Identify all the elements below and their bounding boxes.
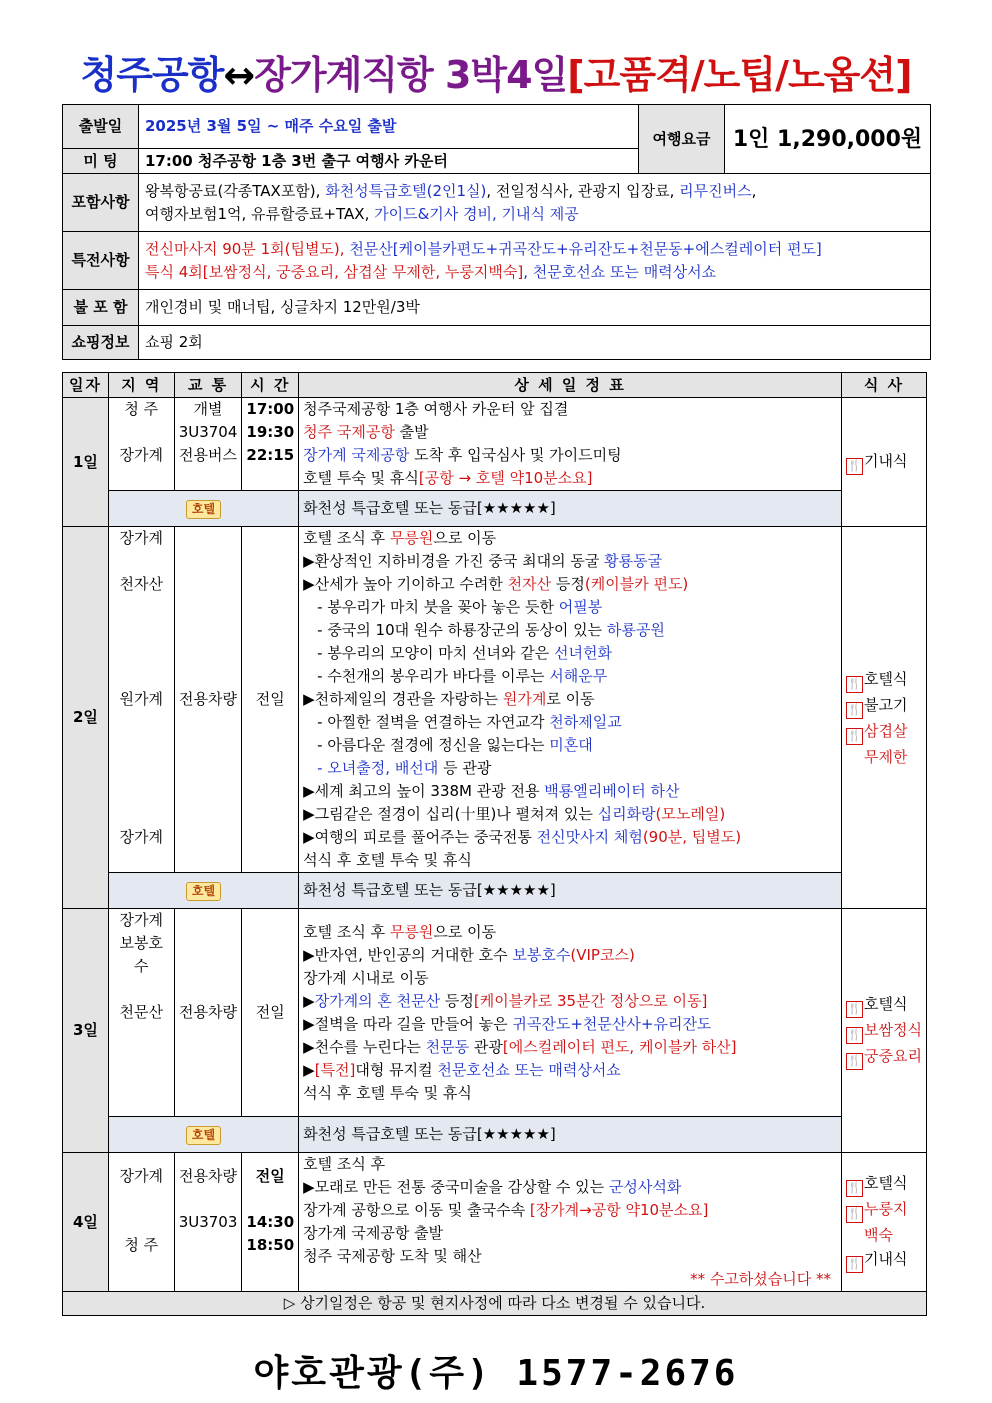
special-value: 전신마사지 90분 1회(팁별도), 천문산[케이블카편도+귀곡잔도+유리잔도+천문동+에스컬레이터 편도] 특식 4회[보쌈정식, 궁중요리, 삼겹살 무제한, 누룽지백숙], 천문호선쇼 또는 매력상서쇼 [139, 232, 931, 290]
day3-regions: 장가계 보봉호수 천문산 [108, 909, 174, 1117]
included-label: 포함사항 [63, 174, 139, 232]
hotel-icon: 호텔 [186, 500, 221, 519]
day4-itinerary: 호텔 조식 후 ▶모래로 만든 전통 중국미술을 감상할 수 있는 군성사석화 장가계 공항으로 이동 및 출국수속 [장가계→공항 약10분소요] 장가계 국제공항 출발 청주 국제공항 도착 및 해산 ** 수고하셨습니다 ** [299, 1153, 842, 1292]
header-day: 일자 [63, 373, 109, 398]
departure-value: 2025년 3월 5일 ~ 매주 수요일 출발 [139, 105, 639, 149]
day1-itinerary: 청주국제공항 1층 여행사 카운터 앞 집결 청주 국제공항 출발 장가계 국제공항 도착 후 입국심사 및 가이드미팅 호텔 투숙 및 휴식[공항 → 호텔 약10분소요] [299, 398, 842, 491]
day4-transport: 전용차량 3U3703 [174, 1153, 242, 1292]
utensils-icon: 🍴 [846, 1053, 863, 1070]
shopping-value: 쇼핑 2회 [139, 326, 931, 360]
utensils-icon: 🍴 [846, 458, 863, 475]
hotel-icon: 호텔 [186, 882, 221, 901]
day2-row [63, 527, 927, 873]
shopping-label: 쇼핑정보 [63, 326, 139, 360]
day4-row [63, 1153, 927, 1292]
page-title [0, 44, 992, 99]
departure-label: 출발일 [63, 105, 139, 149]
fare-value: 1인 1,290,000원 [725, 105, 931, 174]
notice-row [63, 1292, 927, 1316]
header-region: 지 역 [108, 373, 174, 398]
utensils-icon: 🍴 [846, 1206, 863, 1223]
utensils-icon: 🍴 [846, 1256, 863, 1273]
utensils-icon: 🍴 [846, 702, 863, 719]
header-itinerary: 상 세 일 정 표 [299, 373, 842, 398]
title-arrow: ↔ [223, 53, 255, 97]
meeting-value: 17:00 청주공항 1층 3번 출구 여행사 카운터 [139, 149, 639, 174]
day3-meals: 🍴 호텔식 🍴 보쌈정식 🍴 궁중요리 [842, 909, 927, 1153]
day1-hotel-row [63, 491, 927, 527]
hotel-icon: 호텔 [186, 1126, 221, 1145]
day4-label: 4일 [63, 1153, 109, 1292]
day3-transport: 전용차량 [174, 909, 242, 1117]
header-time: 시 간 [242, 373, 299, 398]
fare-label: 여행요금 [639, 105, 725, 174]
header-meals: 식 사 [842, 373, 927, 398]
day1-regions: 청 주 장가계 [108, 398, 174, 491]
day2-itinerary: 호텔 조식 후 무릉원으로 이동 ▶환상적인 지하비경을 가진 중국 최대의 동굴 황룡동굴 ▶산세가 높아 기이하고 수려한 천자산 등정(케이블카 편도) - 봉우리가 마치 붓을 꽂아 놓은 듯한 어필봉 - 중국의 10대 원수 하룡장군의 동상이 있는 하룡공원 - 봉우리의 모양이 마치 선녀와 같은 선녀헌화 - 수천개의 봉우리가 바다를 이루는 서해운무 ▶천하제일의 경관을 자랑하는 원가계로 이동 - 아찔한 절벽을 연결하는 자연교각 천하제일교 - 아름다운 절경에 정신을 잃는다는 미혼대 - 오녀출정, 배선대 등 관광 ▶세계 최고의 높이 338M 관광 전용 백룡엘리베이터 하산 ▶그림같은 절경이 십리(十里)나 펼쳐져 있는 십리화랑(모노레일) ▶여행의 피로를 풀어주는 중국전통 전신맛사지 체험(90분, 팁별도) 석식 후 호텔 투숙 및 휴식 [299, 527, 842, 873]
day1-hotel: 화천성 특급호텔 또는 동급[★★★★★] [299, 491, 842, 527]
utensils-icon: 🍴 [846, 1001, 863, 1018]
included-value: 왕복항공료(각종TAX포함), 화천성특급호텔(2인1실), 전일정식사, 관광지 입장료, 리무진버스, 여행자보험1억, 유류할증료+TAX, 가이드&기사 경비, 기내식 제공 [139, 174, 931, 232]
day2-transport: 전용차량 [174, 527, 242, 873]
utensils-icon: 🍴 [846, 676, 863, 693]
title-origin: 청주공항 [80, 53, 224, 97]
header-transport: 교 통 [174, 373, 242, 398]
title-tags: [고품격/노팁/노옵션] [567, 53, 912, 97]
day1-label: 1일 [63, 398, 109, 527]
day2-hotel-row [63, 873, 927, 909]
day2-label: 2일 [63, 527, 109, 909]
meeting-label: 미 팅 [63, 149, 139, 174]
schedule-notice: ▷ 상기일정은 항공 및 현지사정에 따라 다소 변경될 수 있습니다. [63, 1292, 927, 1316]
excluded-value: 개인경비 및 매너팁, 싱글차지 12만원/3박 [139, 290, 931, 326]
day1-row [63, 398, 927, 491]
info-table [62, 104, 931, 360]
day4-regions: 장가계 청 주 [108, 1153, 174, 1292]
day1-meals: 🍴 기내식 [842, 398, 927, 527]
excluded-label: 불 포 함 [63, 290, 139, 326]
day3-hotel: 화천성 특급호텔 또는 동급[★★★★★] [299, 1117, 842, 1153]
day3-row [63, 909, 927, 1117]
day3-itinerary: 호텔 조식 후 무릉원으로 이동 ▶반자연, 반인공의 거대한 호수 보봉호수(VIP코스) 장가계 시내로 이동 ▶장가계의 혼 천문산 등정[케이블카로 35분간 정상으로 이동] ▶절벽을 따라 길을 만들어 놓은 귀곡잔도+천문산사+유리잔도 ▶천수를 누린다는 천문동 관광[에스컬레이터 편도, 케이블카 하산] ▶[특전]대형 뮤지컬 천문호선쇼 또는 매력상서쇼 석식 후 호텔 투숙 및 휴식 [299, 909, 842, 1117]
day2-meals: 🍴 호텔식 🍴 불고기 🍴 삼겹살 무제한 [842, 527, 927, 909]
day3-hotel-row [63, 1117, 927, 1153]
day4-meals: 🍴 호텔식 🍴 누룽지 백숙 🍴 기내식 [842, 1153, 927, 1292]
special-label: 특전사항 [63, 232, 139, 290]
title-destination: 장가계직항 3박4일 [254, 53, 568, 97]
utensils-icon: 🍴 [846, 1027, 863, 1044]
day3-time: 전일 [242, 909, 299, 1117]
schedule-table [62, 372, 927, 1316]
utensils-icon: 🍴 [846, 728, 863, 745]
company-footer: 야호관광(주) 1577-2676 [253, 1353, 739, 1394]
thanks-message: ** 수고하셨습니다 ** [690, 1270, 832, 1288]
day2-hotel: 화천성 특급호텔 또는 동급[★★★★★] [299, 873, 842, 909]
day2-regions: 장가계 천자산 원가계 장가계 [108, 527, 174, 873]
day1-transport: 개별 3U3704 전용버스 [174, 398, 242, 491]
day2-time: 전일 [242, 527, 299, 873]
utensils-icon: 🍴 [846, 1180, 863, 1197]
day1-times: 17:00 19:30 22:15 [242, 398, 299, 491]
day3-label: 3일 [63, 909, 109, 1153]
day4-times: 전일 14:30 18:50 [242, 1153, 299, 1292]
